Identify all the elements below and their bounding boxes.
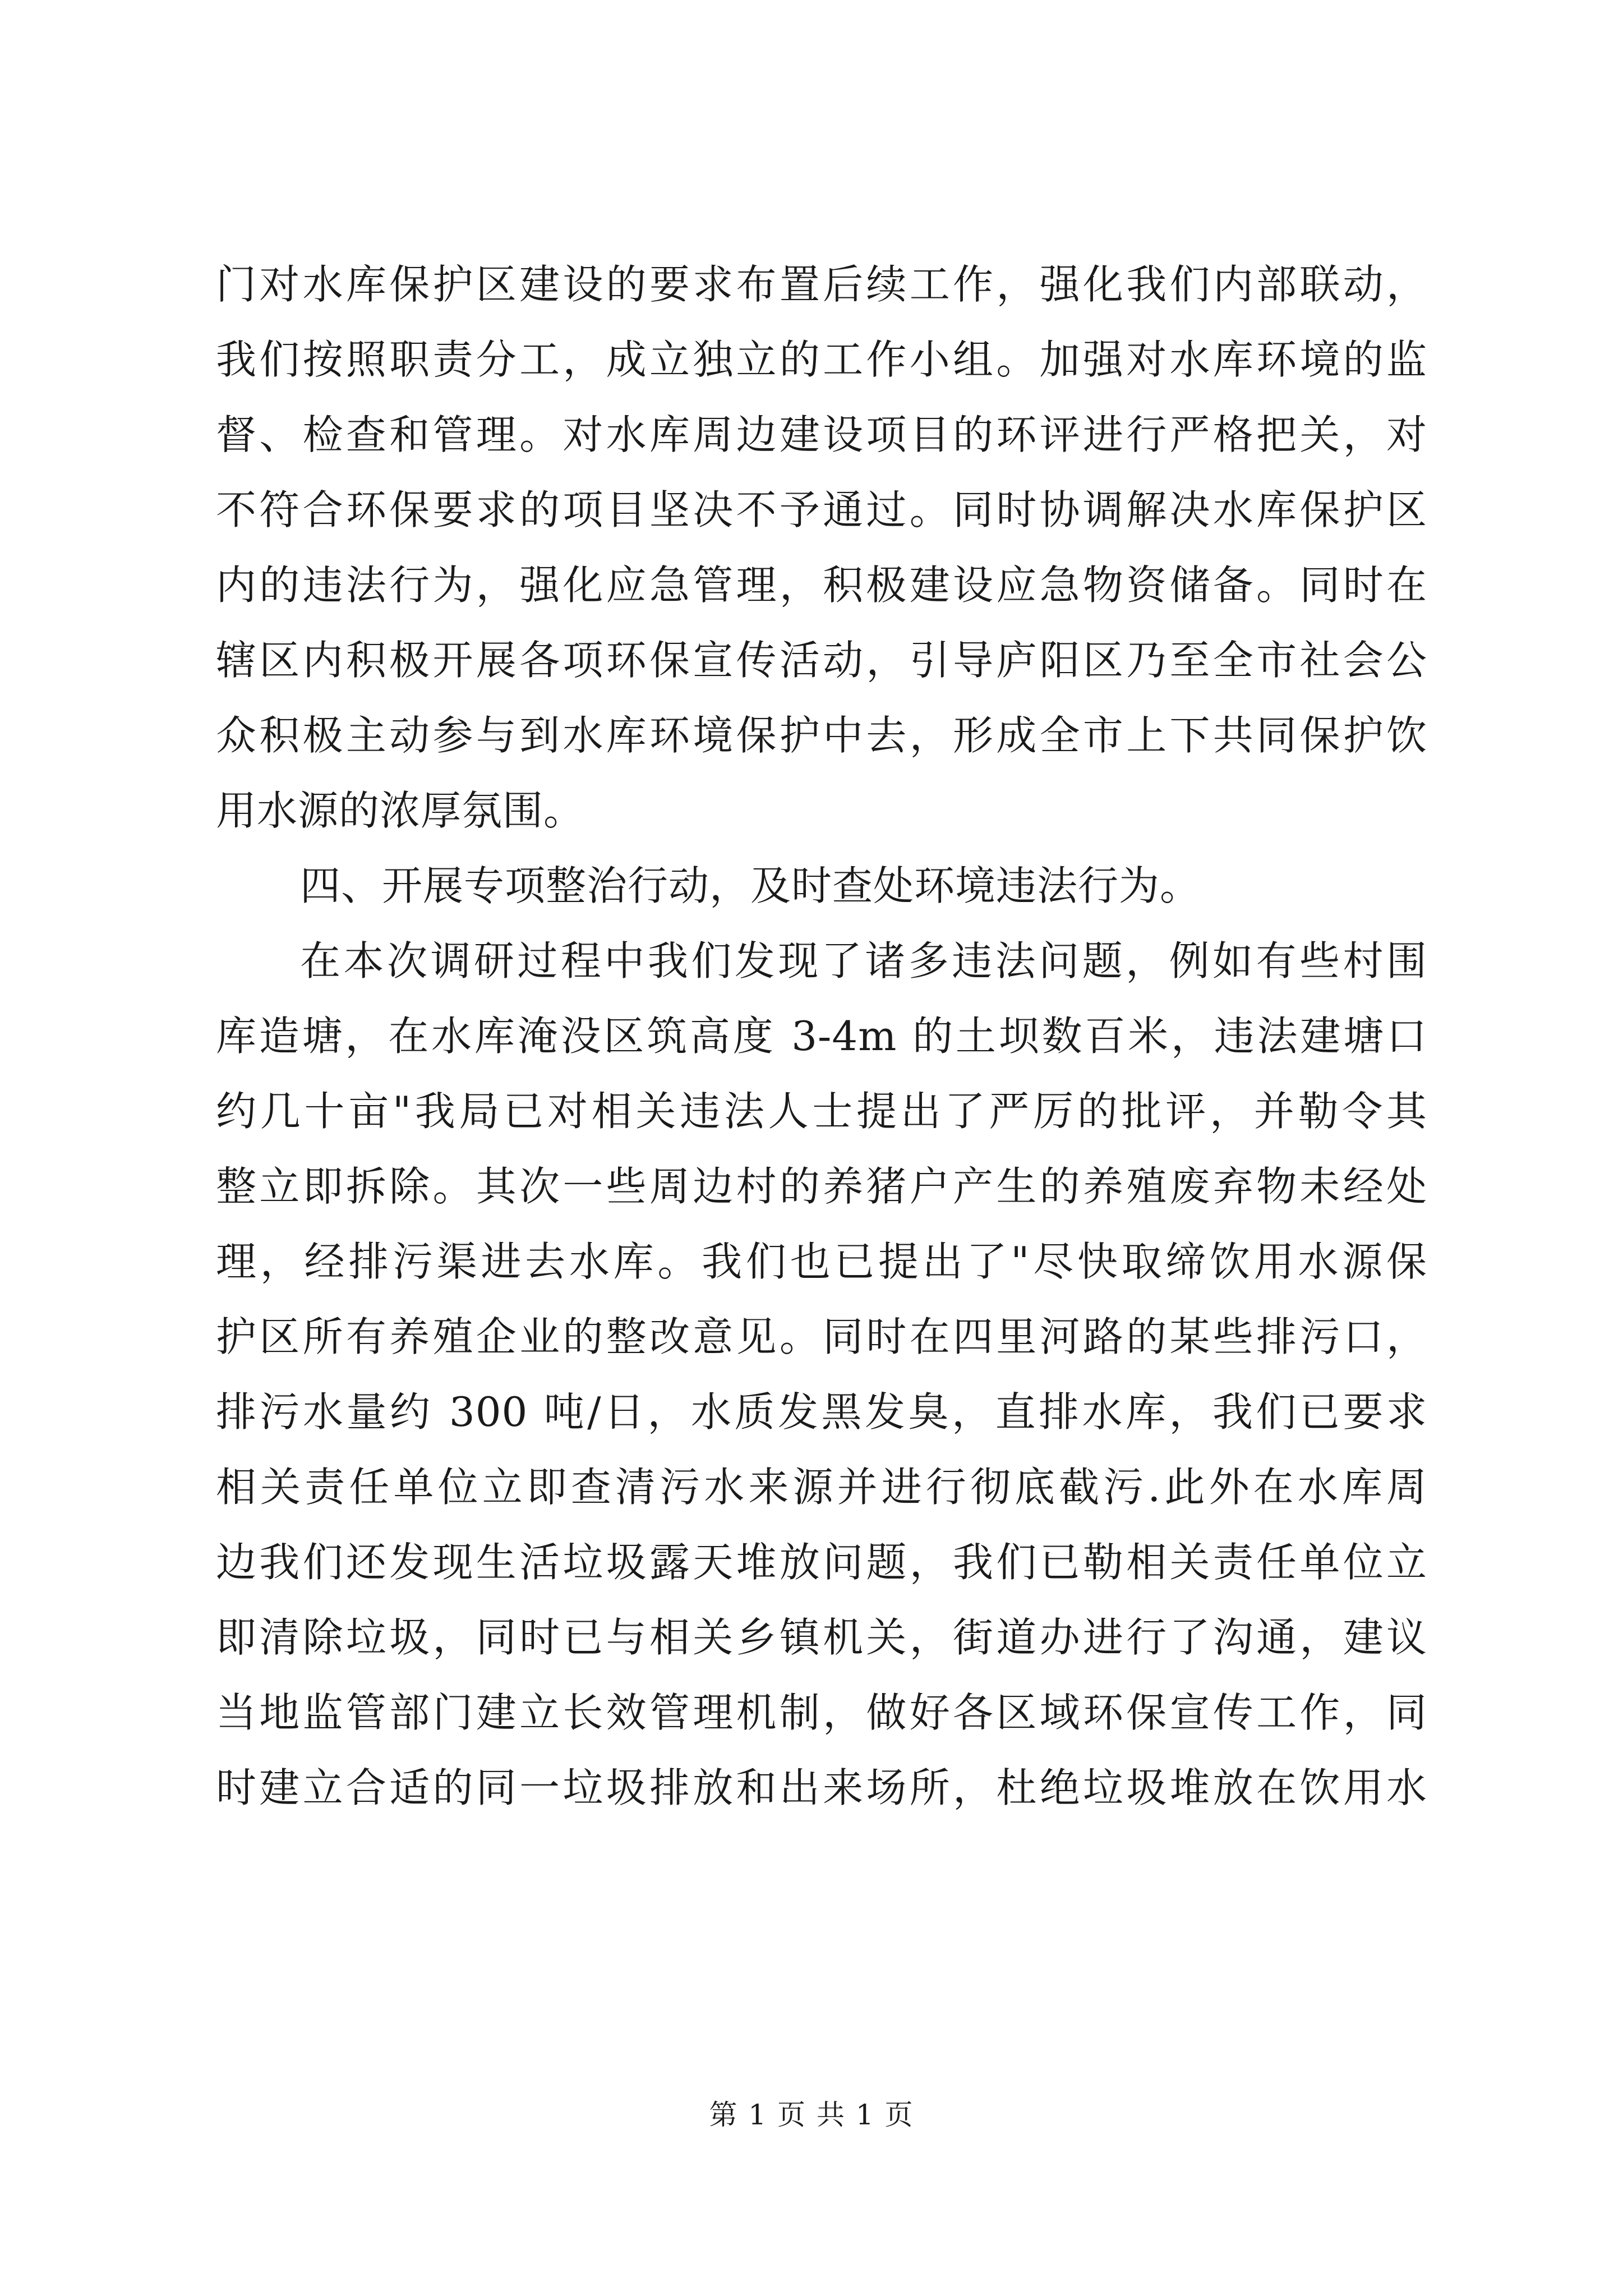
text-line: 当地监管部门建立长效管理机制，做好各区域环保宣传工作，同	[216, 1689, 1427, 1736]
text-line: 不符合环保要求的项目坚决不予通过。同时协调解决水库保护区	[216, 486, 1427, 533]
text-line: 库造塘，在水库淹没区筑高度 3-4m 的土坝数百米，违法建塘口	[216, 1013, 1427, 1060]
page-footer: 第 1 页 共 1 页	[709, 2099, 914, 2131]
text-line: 众积极主动参与到水库环境保护中去，形成全市上下共同保护饮	[216, 712, 1427, 759]
text-line: 理，经排污渠进去水库。我们也已提出了"尽快取缔饮用水源保	[216, 1238, 1427, 1285]
text-line: 用水源的浓厚氛围。	[216, 787, 585, 834]
body-text	[216, 247, 1427, 1825]
text-line: 护区所有养殖企业的整改意见。同时在四里河路的某些排污口，	[216, 1313, 1427, 1360]
text-line: 边我们还发现生活垃圾露天堆放问题，我们已勒相关责任单位立	[216, 1539, 1427, 1586]
text-line: 相关责任单位立即查清污水来源并进行彻底截污.此外在水库周	[216, 1464, 1427, 1511]
text-line: 辖区内积极开展各项环保宣传活动，引导庐阳区乃至全市社会公	[216, 637, 1427, 684]
text-line: 约几十亩"我局已对相关违法人士提出了严厉的批评，并勒令其	[216, 1088, 1427, 1135]
text-line: 时建立合适的同一垃圾排放和出来场所，杜绝垃圾堆放在饮用水	[216, 1764, 1427, 1811]
text-line: 排污水量约 300 吨/日，水质发黑发臭，直排水库，我们已要求	[216, 1388, 1427, 1435]
text-line: 我们按照职责分工，成立独立的工作小组。加强对水库环境的监	[216, 336, 1427, 383]
text-line: 整立即拆除。其次一些周边村的养猪户产生的养殖废弃物未经处	[216, 1163, 1427, 1210]
section-heading: 四、开展专项整治行动，及时查处环境违法行为。	[300, 862, 1201, 909]
text-line: 即清除垃圾，同时已与相关乡镇机关，街道办进行了沟通，建议	[216, 1614, 1427, 1661]
text-line: 在本次调研过程中我们发现了诸多违法问题，例如有些村围	[300, 937, 1427, 984]
text-line: 督、检查和管理。对水库周边建设项目的环评进行严格把关，对	[216, 411, 1427, 458]
text-line: 内的违法行为，强化应急管理，积极建设应急物资储备。同时在	[216, 562, 1427, 609]
text-line: 门对水库保护区建设的要求布置后续工作，强化我们内部联动，	[216, 261, 1427, 308]
